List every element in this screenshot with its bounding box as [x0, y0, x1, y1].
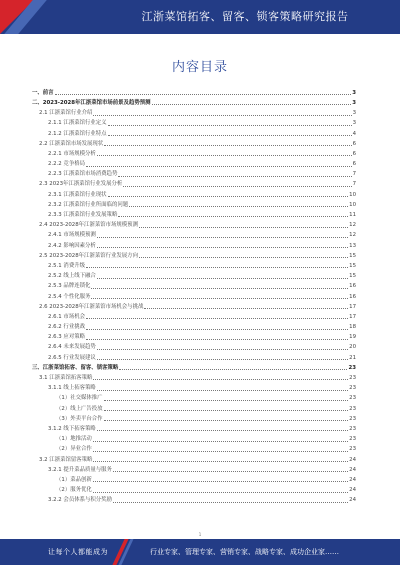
- toc-entry-title: 2.1 江浙菜馆行业介绍: [39, 110, 93, 117]
- toc-entry[interactable]: [32, 463, 356, 473]
- toc-entry[interactable]: [32, 96, 356, 106]
- toc-entry[interactable]: [32, 412, 356, 422]
- toc-entry[interactable]: [32, 443, 356, 453]
- toc-entry[interactable]: [32, 361, 356, 371]
- toc-entry-title: 3.2 江浙菜馆留客策略: [39, 456, 93, 463]
- toc-entry-title: 2.4.1 市场规模预测: [48, 232, 96, 239]
- toc-entry[interactable]: [32, 168, 356, 178]
- toc-leader-dots: [91, 288, 348, 289]
- toc-leader-dots: [97, 237, 348, 238]
- toc-entry-title: 2.3.3 江浙菜馆行业发展策略: [48, 212, 118, 219]
- toc-entry-page: 16: [349, 293, 356, 300]
- toc-entry-page: 15: [349, 252, 356, 259]
- toc-entry-page: 18: [349, 324, 356, 331]
- toc-entry-page: 3: [352, 120, 356, 127]
- toc-entry-page: 23: [348, 364, 356, 371]
- toc-entry-page: 23: [349, 415, 356, 422]
- toc-entry-page: 24: [349, 487, 356, 494]
- toc-leader-dots: [113, 471, 348, 472]
- toc-entry[interactable]: [32, 208, 356, 218]
- toc-entry[interactable]: [32, 341, 356, 351]
- toc-entry-title: 2.6.2 行业挑战: [48, 324, 85, 331]
- toc-entry-page: 10: [349, 191, 356, 198]
- toc-entry[interactable]: [32, 310, 356, 320]
- toc-leader-dots: [139, 257, 348, 258]
- toc-entry-title: 2.3.2 江浙菜馆行业所面临的问题: [48, 201, 129, 208]
- toc-entry-page: 13: [349, 242, 356, 249]
- toc-entry-title: 2.6.1 市场机会: [48, 313, 85, 320]
- toc-entry-title: 2.5.3 品牌连锁化: [48, 283, 91, 290]
- footer-banner: [0, 539, 400, 565]
- toc-entry[interactable]: [32, 269, 356, 279]
- toc-leader-dots: [113, 502, 348, 503]
- toc-entry-title: （2）异业合作: [56, 446, 92, 453]
- toc-entry[interactable]: [32, 290, 356, 300]
- toc-entry-title: 2.4.2 影响因素分析: [48, 242, 96, 249]
- toc-leader-dots: [86, 329, 348, 330]
- toc-entry-page: 7: [352, 181, 356, 188]
- toc-entry[interactable]: [32, 494, 356, 504]
- toc-entry[interactable]: [32, 381, 356, 391]
- toc-entry[interactable]: [32, 127, 356, 137]
- toc-entry-title: 2.1.2 江浙菜馆行业特点: [48, 130, 107, 137]
- toc-entry[interactable]: [32, 453, 356, 463]
- toc-entry-title: 2.5.4 个性化服务: [48, 293, 91, 300]
- toc-leader-dots: [93, 379, 348, 380]
- toc-entry[interactable]: [32, 280, 356, 290]
- toc-entry-title: 二、2023-2028年江浙菜馆市场前景及趋势预测: [32, 99, 151, 106]
- toc-leader-dots: [108, 135, 352, 136]
- toc-entry-title: 2.2.3 江浙菜馆市场消费趋势: [48, 171, 118, 178]
- toc-entry[interactable]: [32, 117, 356, 127]
- toc-entry-title: 2.2 江浙菜馆市场发展现状: [39, 140, 104, 147]
- toc-entry-page: 3: [352, 99, 356, 106]
- toc-leader-dots: [139, 227, 348, 228]
- toc-entry-page: 12: [349, 232, 356, 239]
- footer-brand: 让每个人都能成为: [48, 548, 108, 556]
- toc-leader-dots: [97, 390, 348, 391]
- toc-leader-dots: [86, 267, 348, 268]
- toc-entry[interactable]: [32, 188, 356, 198]
- toc-entry-page: 12: [349, 222, 356, 229]
- toc-entry-title: 2.2.1 市场规模分析: [48, 150, 96, 157]
- toc-leader-dots: [108, 196, 349, 197]
- toc-entry-title: 2.5.2 线上线下融合: [48, 273, 96, 280]
- header-banner: [0, 0, 400, 34]
- table-of-contents: [32, 86, 356, 504]
- toc-entry-title: 3.2.2 会员体系与积分奖励: [48, 497, 112, 504]
- toc-entry-page: 24: [349, 466, 356, 473]
- toc-leader-dots: [93, 481, 348, 482]
- toc-entry[interactable]: [32, 229, 356, 239]
- toc-entry-page: 15: [349, 273, 356, 280]
- toc-entry-title: 3.1.2 线下拓客策略: [48, 425, 96, 432]
- toc-entry-title: 2.3 2023年江浙菜馆行业发展分析: [39, 181, 123, 188]
- toc-leader-dots: [86, 339, 348, 340]
- toc-entry[interactable]: [32, 178, 356, 188]
- toc-entry-title: 2.5 2023-2028年江浙菜馆行业发展方向: [39, 252, 138, 259]
- toc-entry[interactable]: [32, 86, 356, 96]
- toc-leader-dots: [93, 115, 351, 116]
- toc-leader-dots: [144, 308, 348, 309]
- toc-heading: 内容目录: [171, 60, 228, 75]
- toc-leader-dots: [97, 349, 348, 350]
- toc-entry[interactable]: [32, 432, 356, 442]
- toc-entry-page: 11: [349, 212, 356, 219]
- toc-entry[interactable]: [32, 106, 356, 116]
- toc-leader-dots: [97, 278, 348, 279]
- toc-leader-dots: [86, 318, 348, 319]
- toc-entry-page: 23: [349, 395, 356, 402]
- toc-entry-title: 2.3.1 江浙菜馆行业现状: [48, 191, 107, 198]
- toc-entry-title: 3.2.1 提升菜品质量与服务: [48, 466, 112, 473]
- toc-entry-page: 16: [349, 283, 356, 290]
- toc-entry[interactable]: [32, 392, 356, 402]
- toc-entry[interactable]: [32, 483, 356, 493]
- toc-entry-page: 6: [352, 161, 356, 168]
- toc-entry-title: （2）服务优化: [56, 487, 92, 494]
- toc-entry-page: 6: [352, 140, 356, 147]
- toc-entry[interactable]: [32, 157, 356, 167]
- toc-entry-title: 2.6 2023-2028年江浙菜馆市场机会与挑战: [39, 303, 144, 310]
- toc-entry-page: 23: [349, 405, 356, 412]
- toc-entry-page: 7: [352, 171, 356, 178]
- toc-leader-dots: [118, 216, 348, 217]
- toc-entry-page: 3: [352, 110, 356, 117]
- toc-entry-page: 23: [349, 436, 356, 443]
- toc-entry[interactable]: [32, 422, 356, 432]
- toc-entry-page: 3: [352, 89, 356, 96]
- toc-entry[interactable]: [32, 147, 356, 157]
- toc-entry-page: 23: [349, 375, 356, 382]
- toc-entry-page: 24: [349, 456, 356, 463]
- toc-entry[interactable]: [32, 371, 356, 381]
- toc-entry-page: 20: [349, 344, 356, 351]
- toc-entry[interactable]: [32, 137, 356, 147]
- toc-leader-dots: [152, 104, 352, 105]
- toc-entry-page: 6: [352, 150, 356, 157]
- toc-leader-dots: [93, 461, 348, 462]
- toc-leader-dots: [86, 166, 352, 167]
- toc-leader-dots: [118, 176, 351, 177]
- toc-leader-dots: [104, 400, 349, 401]
- toc-entry-title: （1）地推活动: [56, 436, 92, 443]
- toc-leader-dots: [129, 206, 348, 207]
- toc-entry-page: 17: [349, 313, 356, 320]
- toc-entry-page: 19: [349, 334, 356, 341]
- toc-entry[interactable]: [32, 331, 356, 341]
- toc-entry-title: 3.1.1 线上拓客策略: [48, 385, 96, 392]
- toc-entry-title: 2.6.3 应对策略: [48, 334, 85, 341]
- toc-entry[interactable]: [32, 300, 356, 310]
- toc-entry[interactable]: [32, 198, 356, 208]
- toc-entry-page: 24: [349, 476, 356, 483]
- toc-leader-dots: [97, 359, 348, 360]
- toc-entry-title: 2.4 2023-2028年江浙菜馆市场规模预测: [39, 222, 138, 229]
- footer-slogan: 行业专家、管理专家、营销专家、战略专家、成功企业家……: [150, 548, 339, 556]
- toc-entry[interactable]: [32, 320, 356, 330]
- toc-entry[interactable]: [32, 239, 356, 249]
- toc-leader-dots: [104, 410, 349, 411]
- toc-entry-page: 21: [349, 354, 356, 361]
- toc-entry-title: （1）菜品创新: [56, 476, 92, 483]
- toc-entry[interactable]: [32, 351, 356, 361]
- toc-entry[interactable]: [32, 259, 356, 269]
- toc-leader-dots: [93, 451, 348, 452]
- toc-entry-title: 一、前言: [32, 89, 54, 96]
- toc-entry-page: 17: [349, 303, 356, 310]
- toc-entry[interactable]: [32, 402, 356, 412]
- toc-entry-title: 2.6.4 未来发展趋势: [48, 344, 96, 351]
- toc-entry-title: （2）线上广告投放: [56, 405, 103, 412]
- toc-leader-dots: [104, 420, 349, 421]
- toc-leader-dots: [108, 125, 352, 126]
- toc-entry-page: 15: [349, 262, 356, 269]
- toc-leader-dots: [97, 155, 352, 156]
- toc-entry-title: 3.1 江浙菜馆拓客策略: [39, 375, 93, 382]
- toc-leader-dots: [97, 430, 348, 431]
- toc-entry-page: 23: [349, 385, 356, 392]
- page-number: 1: [198, 532, 202, 537]
- report-title: 江浙菜馆拓客、留客、锁客策略研究报告: [141, 10, 349, 23]
- toc-entry-title: 2.2.2 竞争格局: [48, 161, 85, 168]
- toc-entry-page: 4: [352, 130, 356, 137]
- toc-leader-dots: [123, 186, 351, 187]
- toc-entry-page: 23: [349, 446, 356, 453]
- toc-entry-page: 10: [349, 201, 356, 208]
- toc-entry-title: 2.1.1 江浙菜馆行业定义: [48, 120, 107, 127]
- toc-entry-title: 2.5.1 消费升级: [48, 262, 85, 269]
- toc-leader-dots: [119, 369, 347, 370]
- toc-entry[interactable]: [32, 473, 356, 483]
- toc-leader-dots: [104, 145, 351, 146]
- toc-leader-dots: [91, 298, 348, 299]
- toc-entry[interactable]: [32, 249, 356, 259]
- toc-entry-title: 2.6.5 行业发展建议: [48, 354, 96, 361]
- toc-leader-dots: [97, 247, 348, 248]
- toc-entry-page: 23: [349, 425, 356, 432]
- toc-leader-dots: [55, 94, 352, 95]
- toc-entry[interactable]: [32, 218, 356, 228]
- toc-entry-title: （1）社交媒体推广: [56, 395, 103, 402]
- toc-entry-title: 三、江浙菜馆拓客、留客、锁客策略: [32, 364, 119, 371]
- toc-leader-dots: [93, 441, 348, 442]
- toc-entry-page: 24: [349, 497, 356, 504]
- toc-entry-title: （3）外卖平台合作: [56, 415, 103, 422]
- toc-leader-dots: [93, 492, 348, 493]
